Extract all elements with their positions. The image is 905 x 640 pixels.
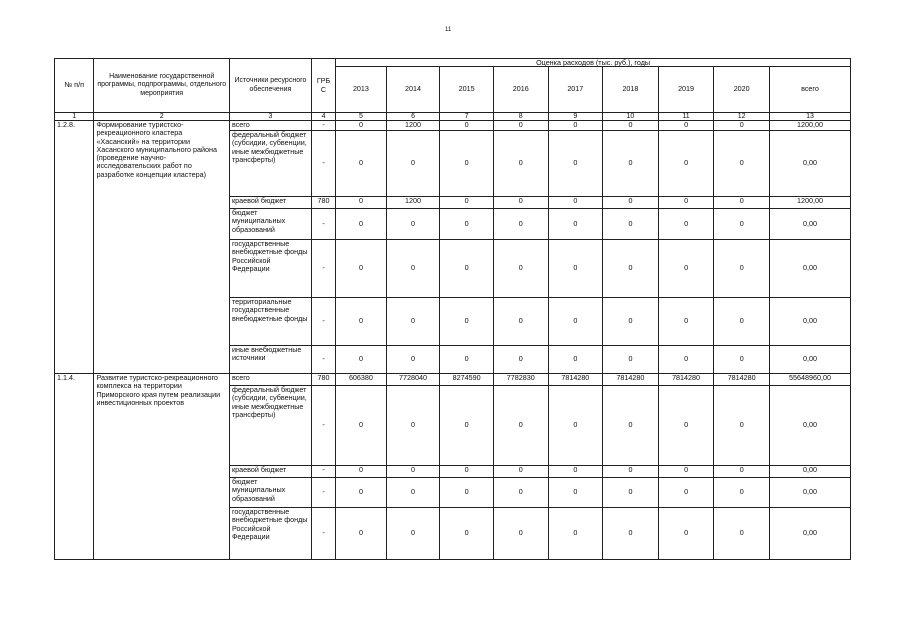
funding-source: иные внебюджетные источники xyxy=(229,346,311,374)
year-value: 0 xyxy=(658,197,714,209)
header-year: 2015 xyxy=(440,67,494,113)
table-row xyxy=(55,121,851,131)
total-value: 0,00 xyxy=(770,298,851,346)
year-value: 0 xyxy=(714,240,770,298)
year-value: 0 xyxy=(386,466,440,478)
column-index: 3 xyxy=(229,113,311,121)
year-value: 0 xyxy=(603,209,659,240)
header-year: 2013 xyxy=(336,67,387,113)
column-index: 13 xyxy=(770,113,851,121)
grbs-code: - xyxy=(311,508,335,560)
item-number: 1.2.8. xyxy=(55,121,94,374)
year-value: 0 xyxy=(658,298,714,346)
year-value: 0 xyxy=(336,386,387,466)
grbs-code: 780 xyxy=(311,374,335,386)
year-value: 1200 xyxy=(386,197,440,209)
year-value: 0 xyxy=(548,298,603,346)
year-value: 0 xyxy=(548,478,603,508)
year-value: 0 xyxy=(386,386,440,466)
year-value: 7728040 xyxy=(386,374,440,386)
funding-source: всего xyxy=(229,374,311,386)
year-value: 0 xyxy=(658,121,714,131)
year-value: 0 xyxy=(386,478,440,508)
grbs-code: - xyxy=(311,466,335,478)
year-value: 0 xyxy=(714,508,770,560)
year-value: 0 xyxy=(603,131,659,197)
year-value: 0 xyxy=(493,121,548,131)
grbs-code: - xyxy=(311,346,335,374)
year-value: 7782830 xyxy=(493,374,548,386)
grbs-code: 780 xyxy=(311,197,335,209)
total-value: 0,00 xyxy=(770,131,851,197)
year-value: 0 xyxy=(603,466,659,478)
column-index: 12 xyxy=(714,113,770,121)
year-value: 0 xyxy=(336,197,387,209)
funding-source: всего xyxy=(229,121,311,131)
year-value: 0 xyxy=(386,240,440,298)
grbs-code: - xyxy=(311,298,335,346)
header-no: № п/п xyxy=(55,59,94,113)
year-value: 0 xyxy=(548,508,603,560)
year-value: 0 xyxy=(548,131,603,197)
table-row xyxy=(55,374,851,386)
budget-table xyxy=(54,58,851,560)
year-value: 7814280 xyxy=(603,374,659,386)
year-value: 0 xyxy=(548,197,603,209)
year-value: 0 xyxy=(386,508,440,560)
column-index: 4 xyxy=(311,113,335,121)
year-value: 0 xyxy=(714,197,770,209)
funding-source: краевой бюджет xyxy=(229,466,311,478)
header-grbs: ГРБ С xyxy=(311,59,335,113)
total-value: 1200,00 xyxy=(770,197,851,209)
year-value: 0 xyxy=(603,240,659,298)
year-value: 0 xyxy=(336,121,387,131)
year-value: 0 xyxy=(548,386,603,466)
year-value: 0 xyxy=(603,508,659,560)
year-value: 0 xyxy=(493,298,548,346)
year-value: 0 xyxy=(440,478,494,508)
total-value: 1200,00 xyxy=(770,121,851,131)
funding-source: федеральный бюджет (субсидии, субвенции, иные межбюджетные трансферты) xyxy=(229,131,311,197)
grbs-code: - xyxy=(311,131,335,197)
year-value: 606380 xyxy=(336,374,387,386)
year-value: 0 xyxy=(386,209,440,240)
header-year: 2020 xyxy=(714,67,770,113)
year-value: 0 xyxy=(440,386,494,466)
header-year: 2016 xyxy=(493,67,548,113)
funding-source: территориальные государственные внебюджетные фонды xyxy=(229,298,311,346)
funding-source: бюджет муниципальных образований xyxy=(229,209,311,240)
year-value: 0 xyxy=(658,478,714,508)
year-value: 0 xyxy=(493,197,548,209)
year-value: 0 xyxy=(714,466,770,478)
year-value: 0 xyxy=(440,131,494,197)
year-value: 0 xyxy=(714,121,770,131)
year-value: 0 xyxy=(548,121,603,131)
year-value: 0 xyxy=(386,131,440,197)
total-value: 0,00 xyxy=(770,209,851,240)
total-value: 0,00 xyxy=(770,478,851,508)
year-value: 0 xyxy=(714,209,770,240)
year-value: 0 xyxy=(493,131,548,197)
year-value: 0 xyxy=(548,209,603,240)
year-value: 0 xyxy=(493,209,548,240)
year-value: 0 xyxy=(714,386,770,466)
year-value: 0 xyxy=(336,209,387,240)
year-value: 0 xyxy=(493,386,548,466)
page-number: 11 xyxy=(445,27,452,33)
header-year: 2019 xyxy=(658,67,714,113)
item-number: 1.1.4. xyxy=(55,374,94,560)
column-index: 9 xyxy=(548,113,603,121)
year-value: 0 xyxy=(440,197,494,209)
year-value: 0 xyxy=(440,466,494,478)
year-value: 0 xyxy=(714,478,770,508)
year-value: 0 xyxy=(336,508,387,560)
year-value: 0 xyxy=(440,209,494,240)
total-value: 0,00 xyxy=(770,508,851,560)
year-value: 0 xyxy=(714,298,770,346)
year-value: 0 xyxy=(493,240,548,298)
total-value: 55648960,00 xyxy=(770,374,851,386)
funding-source: краевой бюджет xyxy=(229,197,311,209)
year-value: 0 xyxy=(336,346,387,374)
year-value: 0 xyxy=(658,131,714,197)
year-value: 0 xyxy=(336,466,387,478)
year-value: 0 xyxy=(548,346,603,374)
year-value: 1200 xyxy=(386,121,440,131)
year-value: 0 xyxy=(658,508,714,560)
column-index: 2 xyxy=(94,113,230,121)
year-value: 0 xyxy=(603,346,659,374)
year-value: 0 xyxy=(493,466,548,478)
header-sources: Источники ресурсного обеспечения xyxy=(229,59,311,113)
year-value: 0 xyxy=(603,298,659,346)
grbs-code: - xyxy=(311,386,335,466)
year-value: 8274590 xyxy=(440,374,494,386)
year-value: 0 xyxy=(658,240,714,298)
year-value: 0 xyxy=(548,240,603,298)
column-index: 11 xyxy=(658,113,714,121)
year-value: 0 xyxy=(336,131,387,197)
year-value: 0 xyxy=(603,386,659,466)
item-name: Формирование туристско-рекреационного кластера «Хасанский» на территории Хасанского муниципального района (проведение научно-исследовательских работ по разработке концепции кластера) xyxy=(94,121,230,374)
column-index: 6 xyxy=(386,113,440,121)
year-value: 0 xyxy=(440,508,494,560)
year-value: 0 xyxy=(440,240,494,298)
year-value: 0 xyxy=(440,346,494,374)
year-value: 0 xyxy=(658,466,714,478)
header-name: Наименование государственной программы, подпрограммы, отдельного мероприятия xyxy=(94,59,230,113)
column-index: 10 xyxy=(603,113,659,121)
year-value: 0 xyxy=(548,466,603,478)
total-value: 0,00 xyxy=(770,466,851,478)
total-value: 0,00 xyxy=(770,346,851,374)
header-year: 2018 xyxy=(603,67,659,113)
year-value: 0 xyxy=(714,346,770,374)
year-value: 7814280 xyxy=(548,374,603,386)
year-value: 0 xyxy=(658,386,714,466)
header-estimate: Оценка расходов (тыс. руб.), годы xyxy=(336,59,851,67)
grbs-code: - xyxy=(311,478,335,508)
year-value: 0 xyxy=(603,197,659,209)
year-value: 0 xyxy=(440,298,494,346)
column-index: 7 xyxy=(440,113,494,121)
grbs-code: - xyxy=(311,121,335,131)
year-value: 7814280 xyxy=(658,374,714,386)
total-value: 0,00 xyxy=(770,386,851,466)
column-index: 5 xyxy=(336,113,387,121)
year-value: 0 xyxy=(386,346,440,374)
year-value: 0 xyxy=(336,478,387,508)
year-value: 0 xyxy=(603,121,659,131)
column-index: 8 xyxy=(493,113,548,121)
year-value: 0 xyxy=(386,298,440,346)
table-body xyxy=(55,121,851,560)
year-value: 7814280 xyxy=(714,374,770,386)
year-value: 0 xyxy=(493,478,548,508)
year-value: 0 xyxy=(493,346,548,374)
year-value: 0 xyxy=(714,131,770,197)
year-value: 0 xyxy=(603,478,659,508)
year-value: 0 xyxy=(658,209,714,240)
header-year: 2017 xyxy=(548,67,603,113)
column-index: 1 xyxy=(55,113,94,121)
item-name: Развитие туристско-рекреационного комплекса на территории Приморского края путем реализации инвестиционных проектов xyxy=(94,374,230,560)
header-year: 2014 xyxy=(386,67,440,113)
year-value: 0 xyxy=(336,298,387,346)
total-value: 0,00 xyxy=(770,240,851,298)
year-value: 0 xyxy=(493,508,548,560)
funding-source: государственные внебюджетные фонды Российской Федерации xyxy=(229,508,311,560)
header-total: всего xyxy=(770,67,851,113)
grbs-code: - xyxy=(311,209,335,240)
grbs-code: - xyxy=(311,240,335,298)
year-value: 0 xyxy=(336,240,387,298)
year-value: 0 xyxy=(658,346,714,374)
year-value: 0 xyxy=(440,121,494,131)
funding-source: бюджет муниципальных образований xyxy=(229,478,311,508)
funding-source: федеральный бюджет (субсидии, субвенции, иные межбюджетные трансферты) xyxy=(229,386,311,466)
funding-source: государственные внебюджетные фонды Российской Федерации xyxy=(229,240,311,298)
